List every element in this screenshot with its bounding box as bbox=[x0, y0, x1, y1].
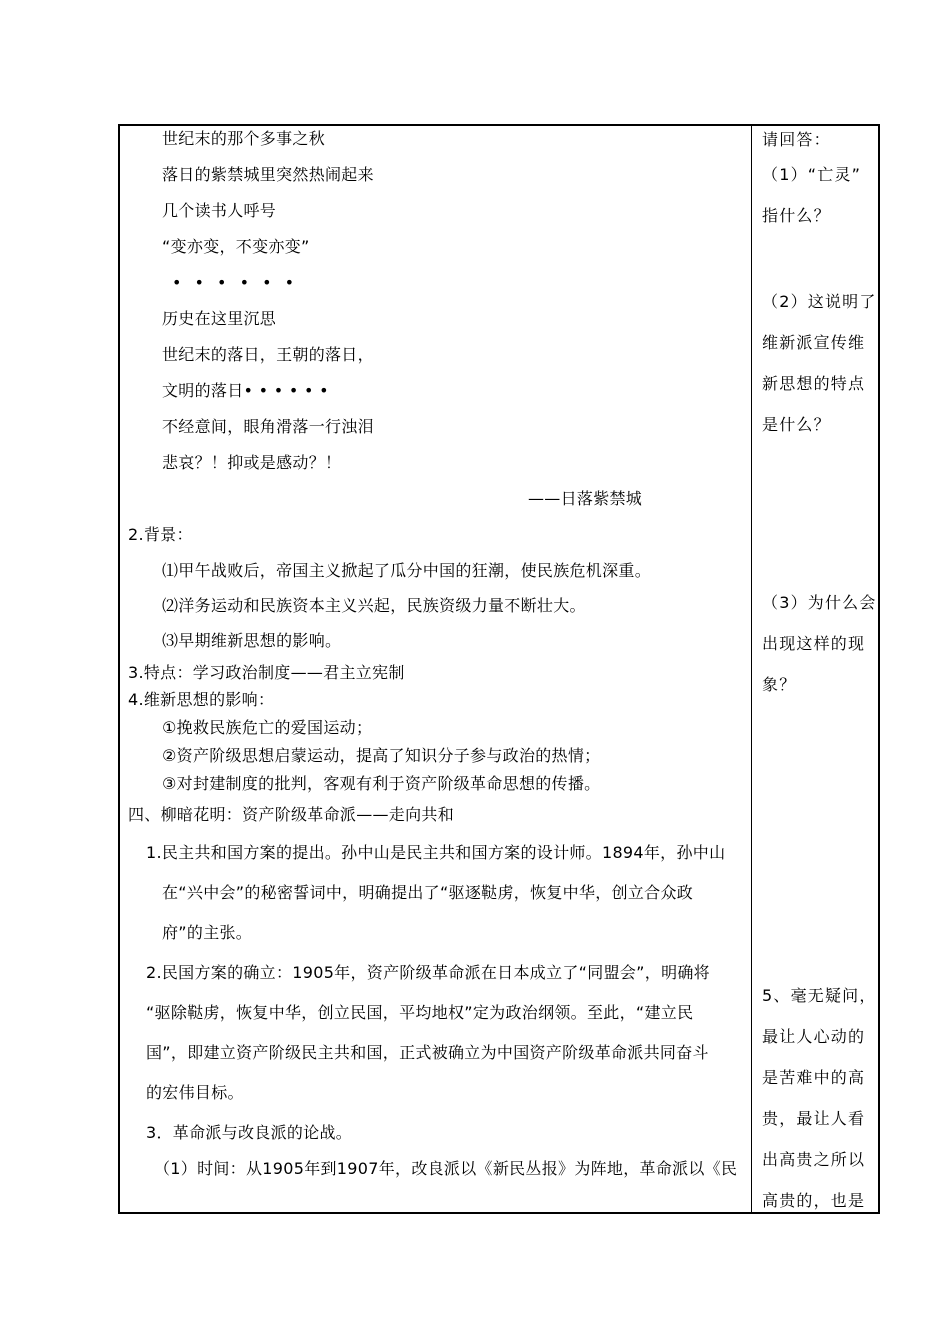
column-divider bbox=[751, 124, 752, 1214]
side-note-line: 是苦难中的高 bbox=[762, 1068, 866, 1087]
side-question-line: 是什么？ bbox=[762, 415, 831, 434]
paragraph-line: （1）时间：从1905年到1907年，改良派以《新民丛报》为阵地，革命派以《民 bbox=[154, 1159, 738, 1178]
poem-line: “变亦变，不变亦变” bbox=[162, 237, 310, 256]
paragraph-line: “驱除鞑虏，恢复中华，创立民国，平均地权”定为政治纲领。至此，“建立民 bbox=[146, 1003, 694, 1022]
influence-item: ①挽救民族危亡的爱国运动； bbox=[162, 718, 373, 737]
side-question-line: （3）为什么会 bbox=[762, 593, 877, 612]
poem-line: 悲哀？！抑或是感动？！ bbox=[162, 453, 342, 472]
poem-source: ——日落紫禁城 bbox=[528, 489, 643, 508]
side-question-line: 新思想的特点 bbox=[762, 374, 866, 393]
paragraph-line: 国”，即建立资产阶级民主共和国，正式被确立为中国资产阶级革命派共同奋斗 bbox=[146, 1043, 709, 1062]
background-item: ⑵洋务运动和民族资本主义兴起，民族资级力量不断壮大。 bbox=[162, 596, 586, 615]
side-question-line: 指什么？ bbox=[762, 206, 831, 225]
side-question-line: 出现这样的现 bbox=[762, 634, 866, 653]
poem-line: 历史在这里沉思 bbox=[162, 309, 277, 328]
paragraph-line: 在“兴中会”的秘密誓词中，明确提出了“驱逐鞑虏，恢复中华，创立合众政 bbox=[162, 883, 694, 902]
background-item: ⑴甲午战败后，帝国主义掀起了瓜分中国的狂潮，使民族危机深重。 bbox=[162, 561, 652, 580]
poem-ellipsis: • • • • • • bbox=[172, 273, 299, 292]
side-note-line: 5、毫无疑问， bbox=[762, 986, 877, 1005]
paragraph-line: 的宏伟目标。 bbox=[146, 1083, 244, 1102]
section-title: 四、柳暗花明：资产阶级革命派——走向共和 bbox=[128, 805, 455, 824]
poem-line: 几个读书人呼号 bbox=[162, 201, 277, 220]
poem-line: 不经意间，眼角滑落一行浊泪 bbox=[162, 417, 374, 436]
feature-line: 3.特点：学习政治制度——君主立宪制 bbox=[128, 663, 405, 682]
background-heading: 2.背景： bbox=[128, 525, 193, 544]
poem-line: 世纪末的那个多事之秋 bbox=[162, 129, 326, 148]
side-note-line: 高贵的，也是 bbox=[762, 1191, 866, 1210]
side-question-line: 请回答： bbox=[762, 130, 831, 149]
subsection-title: 3．革命派与改良派的论战。 bbox=[146, 1123, 353, 1142]
influence-item: ②资产阶级思想启蒙运动，提高了知识分子参与政治的热情； bbox=[162, 746, 601, 765]
side-question-line: 象？ bbox=[762, 675, 797, 694]
poem-line: 文明的落日• • • • • • bbox=[162, 381, 329, 400]
side-note-line: 最让人心动的 bbox=[762, 1027, 866, 1046]
influence-heading: 4.维新思想的影响： bbox=[128, 690, 275, 709]
paragraph-line: 府”的主张。 bbox=[162, 923, 253, 942]
paragraph-line: 2.民国方案的确立：1905年，资产阶级革命派在日本成立了“同盟会”，明确将 bbox=[146, 963, 710, 982]
side-question-line: （1）“亡灵” bbox=[762, 165, 862, 184]
side-note-line: 出高贵之所以 bbox=[762, 1150, 866, 1169]
poem-line: 世纪末的落日，王朝的落日， bbox=[162, 345, 374, 364]
paragraph-line: 1.民主共和国方案的提出。孙中山是民主共和国方案的设计师。1894年，孙中山 bbox=[146, 843, 726, 862]
influence-item: ③对封建制度的批判，客观有利于资产阶级革命思想的传播。 bbox=[162, 774, 601, 793]
background-item: ⑶早期维新思想的影响。 bbox=[162, 631, 342, 650]
side-question-line: 维新派宣传维 bbox=[762, 333, 866, 352]
side-note-line: 贵，最让人看 bbox=[762, 1109, 866, 1128]
poem-line: 落日的紫禁城里突然热闹起来 bbox=[162, 165, 374, 184]
side-question-line: （2）这说明了 bbox=[762, 292, 877, 311]
